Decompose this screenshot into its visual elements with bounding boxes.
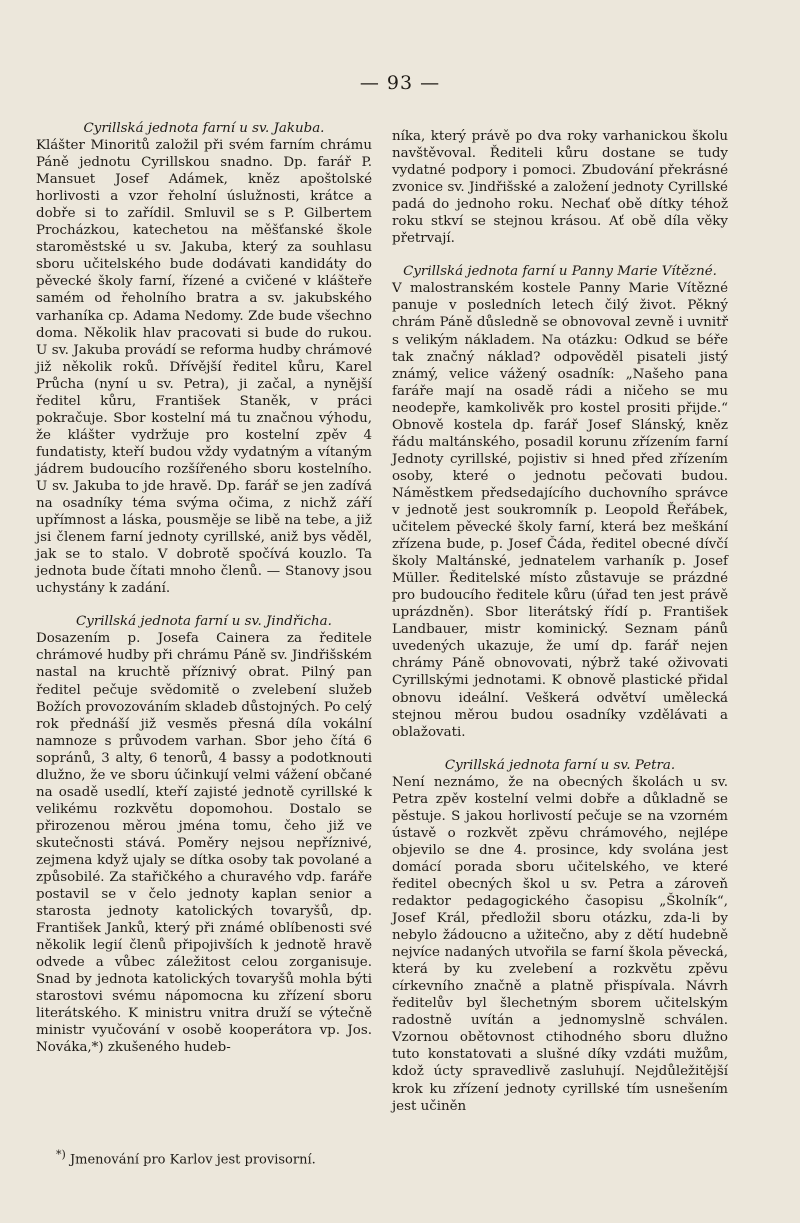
- article-section: [392, 263, 728, 740]
- article-text: Klášter Minoritů založil při svém farním chrámu Páně jednotu Cyrillskou snadno. Dp. farář P. Mansuet Josef Adámek, kněz apoštolské horlivosti a vzor řeholní úslužnosti, krátce a dobře si to zařídil. Smluvil se s P. Gilbertem Procházkou, katechetou na měšťanské škole staroměstské u sv. Jakuba, který za souhlasu sboru učitelského bude dodávati kandidáty do pěvecké školy farní, řízené a cvičené v klášteře samém od řeholního bratra a sv. jakubského varhaníka cp. Adama Nedomy. Zde bude všechno doma. Několik hlav pracovati si bude do rukou. U sv. Jakuba provádí se reforma hudby chrámové již několik roků. Dřívější ředitel kůru, Karel Průcha (nyní u sv. Petra), ji začal, a nynější ředitel kůru, František Staněk, v práci pokračuje. Sbor kostelní má tu značnou výhodu, že klášter vydržuje pro kostelní zpěv 4 fundatisty, kteří budou vždy vydatným a vítaným jádrem budoucího rozšířeného sboru kostelního. U sv. Jakuba to jde hravě. Dp. farář se jen zadívá na osadníky téma svýma očima, z nichž září upřímnost a láska, pousměje se libě na tebe, a již jsi členem farní jednoty cyrillské, aniž bys věděl, jak se to stalo. V dobrotě spočívá kouzlo. Ta jednota bude čítati mnoho členů. — Stanovy jsou uchystány k zadání.: [36, 138, 372, 597]
- article-heading: Cyrillská jednota farní u sv. Jakuba.: [83, 121, 325, 136]
- article-text: V malostranském kostele Panny Marie Vítězné panuje v posledních letech čilý život. Pěkný chrám Páně důsledně se obnovoval zevně i uvnitř s velikým nákladem. Na otázku: Odkud se béře tak značný náklad? odpověděl pisateli jistý známý, velice vážený osadník: „Našeho pana faráře mají na osadě rádi a ničeho se mu neodepře, kamkolivěk pro kostel prositi přijde.“ Obnově kostela dp. farář Josef Slánský, kněz řádu maltánského, posadil korunu zřízením farní Jednoty cyrillské, pojistiv si hned před zřízením osoby, které o jednotu pečovati budou. Náměstkem předsedajícího duchovního správce v jednotě jest soukromník p. Leopold Řeřábek, učitelem pěvecké školy farní, která bez meškání zřízena bude, p. Josef Čáda, ředitel obecné dívčí školy Maltánské, jednatelem varhaník p. Josef Müller. Ředitelské místo zůstavuje se prázdné pro budoucího ředitele kůru (úřad ten jest právě uprázdněn). Sbor literátský řídí p. František Landbauer, mistr kominický. Seznam pánů uvedených ukazuje, že umí dp. farář nejen chrámy Páně obnovovati, nýbrž také oživovati Cyrillskými jednotami. K obnově plastické přidal obnovu ideální. Veškerá odvětví umělecká stejnou měrou budou osadníky vzdělávati a oblažovati.: [392, 281, 728, 740]
- page-number: — 93 —: [359, 72, 441, 94]
- article-section: [392, 757, 728, 1115]
- article-section: [36, 120, 372, 597]
- article-section: [36, 613, 372, 1056]
- article-continuation: [392, 128, 728, 247]
- article-text: níka, který právě po dva roky varhanickou školu navštěvoval. Řediteli kůru dostane se tudy vydatné podpory i pomoci. Zbudování překrásné zvonice sv. Jindřišské a založení jednoty Cyrillské padá do jednoho roku. Nechať obě dítky téhož roku stkví se stejnou krásou. Ať obě díla věky přetrvají.: [392, 129, 728, 247]
- left-column: [36, 120, 372, 1073]
- article-text: Není neznámo, že na obecných školách u sv. Petra zpěv kostelní velmi dobře a důkladně se pěstuje. S jakou horlivostí pečuje se na vzorném ústavě o rozkvět zpěvu chrámového, nejlépe objevilo se dne 4. prosince, kdy svolána jest domácí porada sboru učitelského, ve které ředitel obecných škol u sv. Petra a zároveň redaktor pedagogického časopisu „Školník“, Josef Král, předložil sboru otázku, zda-li by nebylo žádoucno a užitečno, aby z dětí hudebně nejvíce nadaných utvořila se farní škola pěvecká, která by ku zvelebení a rozkvětu zpěvu církevního značně a platně přispívala. Návrh ředitelův byl šlechetným sborem učitelským radostně uvítán a jednomyslně schválen. Vzornou obětovnost ctihodného sboru dlužno tuto konstatovati a slušné díky vzdáti mužům, kdož úcty spravedlivě zasluhují. Nejdůležitější krok ku zřízení jednoty cyrillské tím usnešením jest učiněn: [392, 774, 728, 1114]
- article-heading: Cyrillská jednota farní u Panny Marie Vítězné.: [403, 264, 717, 280]
- article-heading: Cyrillská jednota farní u sv. Petra.: [444, 757, 676, 773]
- right-column: [392, 128, 728, 1131]
- footnote: [56, 1148, 356, 1167]
- footnote-text: Jmenování pro Karlov jest provisorní.: [69, 1152, 316, 1168]
- footnote-mark: *): [56, 1148, 66, 1161]
- article-heading: Cyrillská jednota farní u sv. Jindřicha.: [76, 614, 332, 630]
- article-text: Dosazením p. Josefa Cainera za ředitele chrámové hudby při chrámu Páně sv. Jindřišském nastal na kruchtě příznivý obrat. Pilný pan ředitel pečuje svědomitě o zvelebení služeb Božích provozováním skladeb důstojných. Po celý rok přednáší již vesměs přesná díla vokální namnoze s průvodem varhan. Sbor jeho čítá 6 sopránů, 3 alty, 6 tenorů, 4 bassy a podotknouti dlužno, že ve sboru účinkují velmi vážení občané na osadě usedlí, kteří zajisté jednotě cyrillské k velikému rozkvětu dopomohou. Dostalo se přirozenou měrou jména tomu, čeho již ve skutečnosti stává. Poměry nejsou nepříznivé, zejmena když ujaly se dítka osoby tak povolané a způsobilé. Za stařičkého a churavého vdp. faráře postavil se v čelo jednoty kaplan senior a starosta jednoty katolických tovaryšů, dp. František Janků, který při známé oblíbenosti své několik legií členů připojivších k jednotě hravě odvede a vůbec záležitost celou zorganisuje. Snad by jednota katolických tovaryšů mohla býti starostovi svému nápomocna ku zřízení sboru literátského. K ministru vnitra druží se výtečně ministr vyučování v osobě kooperátora vp. Jos. Nováka,*) zkušeného hudeb-: [36, 631, 372, 1056]
